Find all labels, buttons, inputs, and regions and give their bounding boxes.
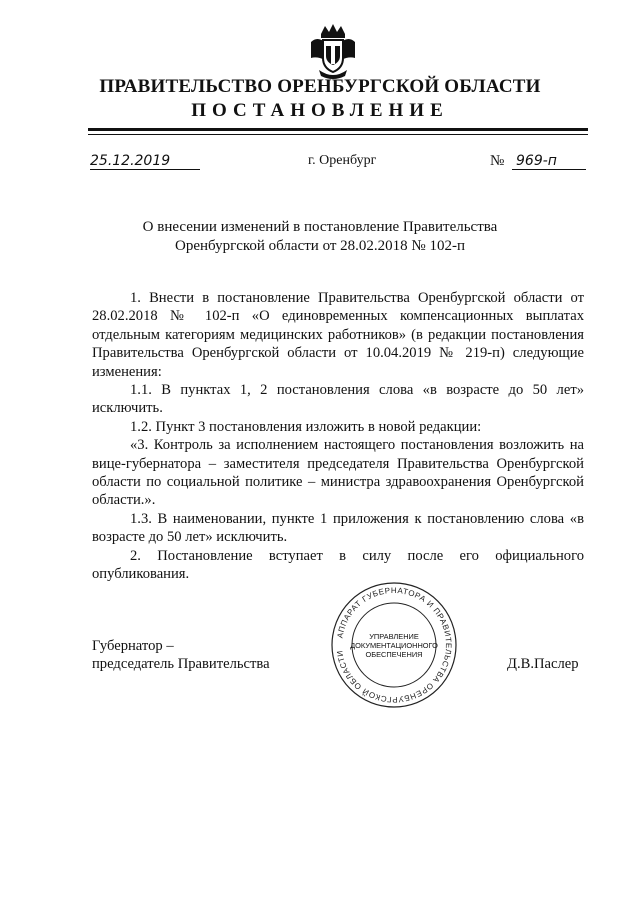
stamp-center-line-3: ОБЕСПЕЧЕНИЯ <box>365 650 423 659</box>
header-rule-thin <box>88 134 588 135</box>
document-number: 969-п <box>512 153 586 170</box>
stamp-ring-text: АППАРАТ ГУБЕРНАТОРА И ПРАВИТЕЛЬСТВА ОРЕНБУРГСКОЙ ОБЛАСТИ <box>335 585 454 705</box>
signatory-position-line-2: председатель Правительства <box>92 656 270 672</box>
paragraph-2: 2. Постановление вступает в силу после его официального опубликования. <box>92 547 584 583</box>
header-rule-thick <box>88 128 588 131</box>
document-title-line-2: Оренбургской области от 28.02.2018 № 102-п <box>174 238 466 254</box>
signatory-position-line-1: Губернатор – <box>92 638 174 654</box>
paragraph-quote-3: «3. Контроль за исполнением настоящего постановления возложить на вице-губернатора – заместителя председателя Правительства Оренбургской области по социальной политике – министра здравоохранения Оренбургской области.». <box>92 437 584 509</box>
stamp-center-text <box>345 632 443 659</box>
stamp-center-line-1: УПРАВЛЕНИЕ <box>369 632 419 641</box>
document-title-line-1: О внесении изменений в постановление Правительства <box>142 219 498 235</box>
document-number-label: № <box>490 153 505 169</box>
document-city: г. Оренбург <box>308 153 377 168</box>
document-type: ПОСТАНОВЛЕНИЕ <box>191 100 449 121</box>
paragraph-1-3: 1.3. В наименовании, пункте 1 приложения к постановлению слова «в возрасте до 50 лет» исключить. <box>92 510 584 546</box>
organization-title: ПРАВИТЕЛЬСТВО ОРЕНБУРГСКОЙ ОБЛАСТИ <box>99 76 541 97</box>
paragraph-1: 1. Внести в постановление Правительства Оренбургской области от 28.02.2018 № 102-п «О единовременных компенсационных выплатах отдельным категориям медицинских работников» (в редакции постановления Правительства Оренбургской области от 10.04.2019 № 219-п) следующие изменения: <box>92 290 584 380</box>
paragraph-1-1: 1.1. В пунктах 1, 2 постановления слова «в возрасте до 50 лет» исключить. <box>92 382 584 417</box>
document-body <box>92 289 584 584</box>
stamp-center-line-2: ДОКУМЕНТАЦИОННОГО <box>350 641 438 650</box>
document-date: 25.12.2019 <box>90 153 200 170</box>
orenburg-coat-of-arms-icon <box>307 22 359 80</box>
paragraph-1-2: 1.2. Пункт 3 постановления изложить в новой редакции: <box>130 418 482 435</box>
signatory-name: Д.В.Паслер <box>507 656 579 672</box>
